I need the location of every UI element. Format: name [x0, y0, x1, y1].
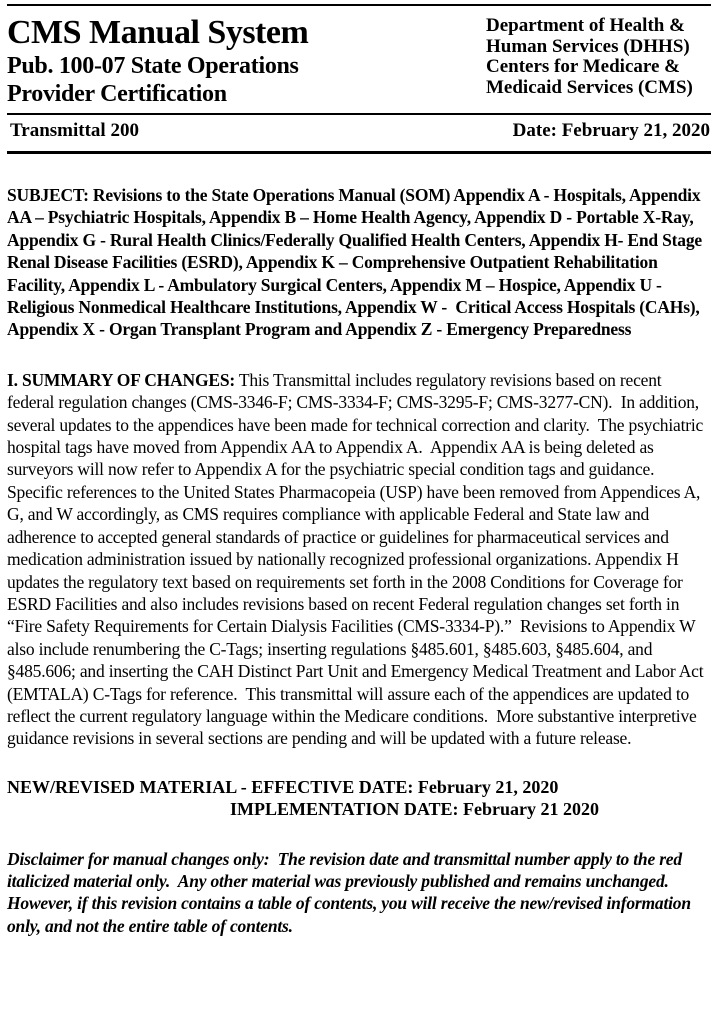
summary-paragraph — [7, 369, 711, 750]
agency-line: Department of Health & — [486, 15, 685, 36]
document-header — [7, 14, 711, 108]
agency-line: Human Services (DHHS) — [486, 35, 690, 57]
agency-block — [486, 14, 711, 98]
agency-line: Medicaid Services (CMS) — [486, 76, 693, 98]
publication-line: Pub. 100-07 State Operations — [7, 53, 299, 79]
page-title: CMS Manual System — [7, 14, 309, 51]
transmittal-row — [7, 115, 711, 151]
header-left-block — [7, 14, 486, 108]
effective-date-line: NEW/REVISED MATERIAL - EFFECTIVE DATE: February 21, 2020 — [7, 776, 559, 797]
top-rule — [7, 4, 711, 6]
subject-paragraph: SUBJECT: Revisions to the State Operations Manual (SOM) Appendix A - Hospitals, Appendix AA – Psychiatric Hospitals, Appendix B – Home Health Agency, Appendix D - Portable X-Ray, Appendix G - Rural Health Clinics/Federally Qualified Health Centers, Appendix H- End Stage Renal Disease Facilities (ESRD), Appendix K – Comprehensive Outpatient Rehabilitation Facility, Appendix L - Ambulatory Surgical Centers, Appendix M – Hospice, Appendix U - Religious Nonmedical Healthcare Institutions, Appendix W - Critical Access Hospitals (CAHs), Appendix X - Organ Transplant Program and Appendix Z - Emergency Preparedness — [7, 185, 707, 340]
summary-label: I. SUMMARY OF CHANGES: — [7, 369, 235, 390]
effective-dates-block — [7, 776, 711, 821]
disclaimer-paragraph: Disclaimer for manual changes only: The revision date and transmittal number apply to the red italicized material only. Any other material was previously published and remains unchanged. However, if this revision contains a table of contents, you will receive the new/revised information only, and not the entire table of contents. — [7, 848, 696, 936]
transmittal-date: Date: February 21, 2020 — [512, 120, 710, 141]
summary-body: This Transmittal includes regulatory revisions based on recent federal regulation changes (CMS-3346-F; CMS-3334-F; CMS-3295-F; CMS-3277-CN). In addition, several updates to the appendices have been made for technical correction and clarity. The psychiatric hospital tags have moved from Appendix AA to Appendix A. Appendix AA is being deleted as surveyors will now refer to Appendix A for the psychiatric special condition tags and guidance. Specific references to the United States Pharmacopeia (USP) have been removed from Appendices A, G, and W accordingly, as CMS requires compliance with applicable Federal and State law and adherence to accepted general standards of practice or guidelines for pharmaceutical services and medication administration issued by nationally recognized professional organizations. Appendix H updates the regulatory text based on requirements set forth in the 2008 Conditions for Coverage for ESRD Facilities and also includes revisions based on recent Federal regulation changes set forth in “Fire Safety Requirements for Certain Dialysis Facilities (CMS-3334-P).” Revisions to Appendix W also include renumbering the C-Tags; inserting regulations §485.601, §485.603, §485.604, and §485.606; and inserting the CAH Distinct Part Unit and Emergency Medical Treatment and Labor Act (EMTALA) C-Tags for reference. This transmittal will assure each of the appendices are updated to reflect the current regulatory language within the Medicare conditions. More substantive interpretive guidance revisions in several sections are pending and will be updated with a future release. — [7, 369, 708, 749]
implementation-date-line: IMPLEMENTATION DATE: February 21 2020 — [230, 799, 599, 820]
transmittal-number: Transmittal 200 — [10, 120, 139, 141]
thick-divider-rule — [7, 151, 711, 154]
agency-line: Centers for Medicare & — [486, 56, 680, 77]
certification-line: Provider Certification — [7, 81, 227, 107]
